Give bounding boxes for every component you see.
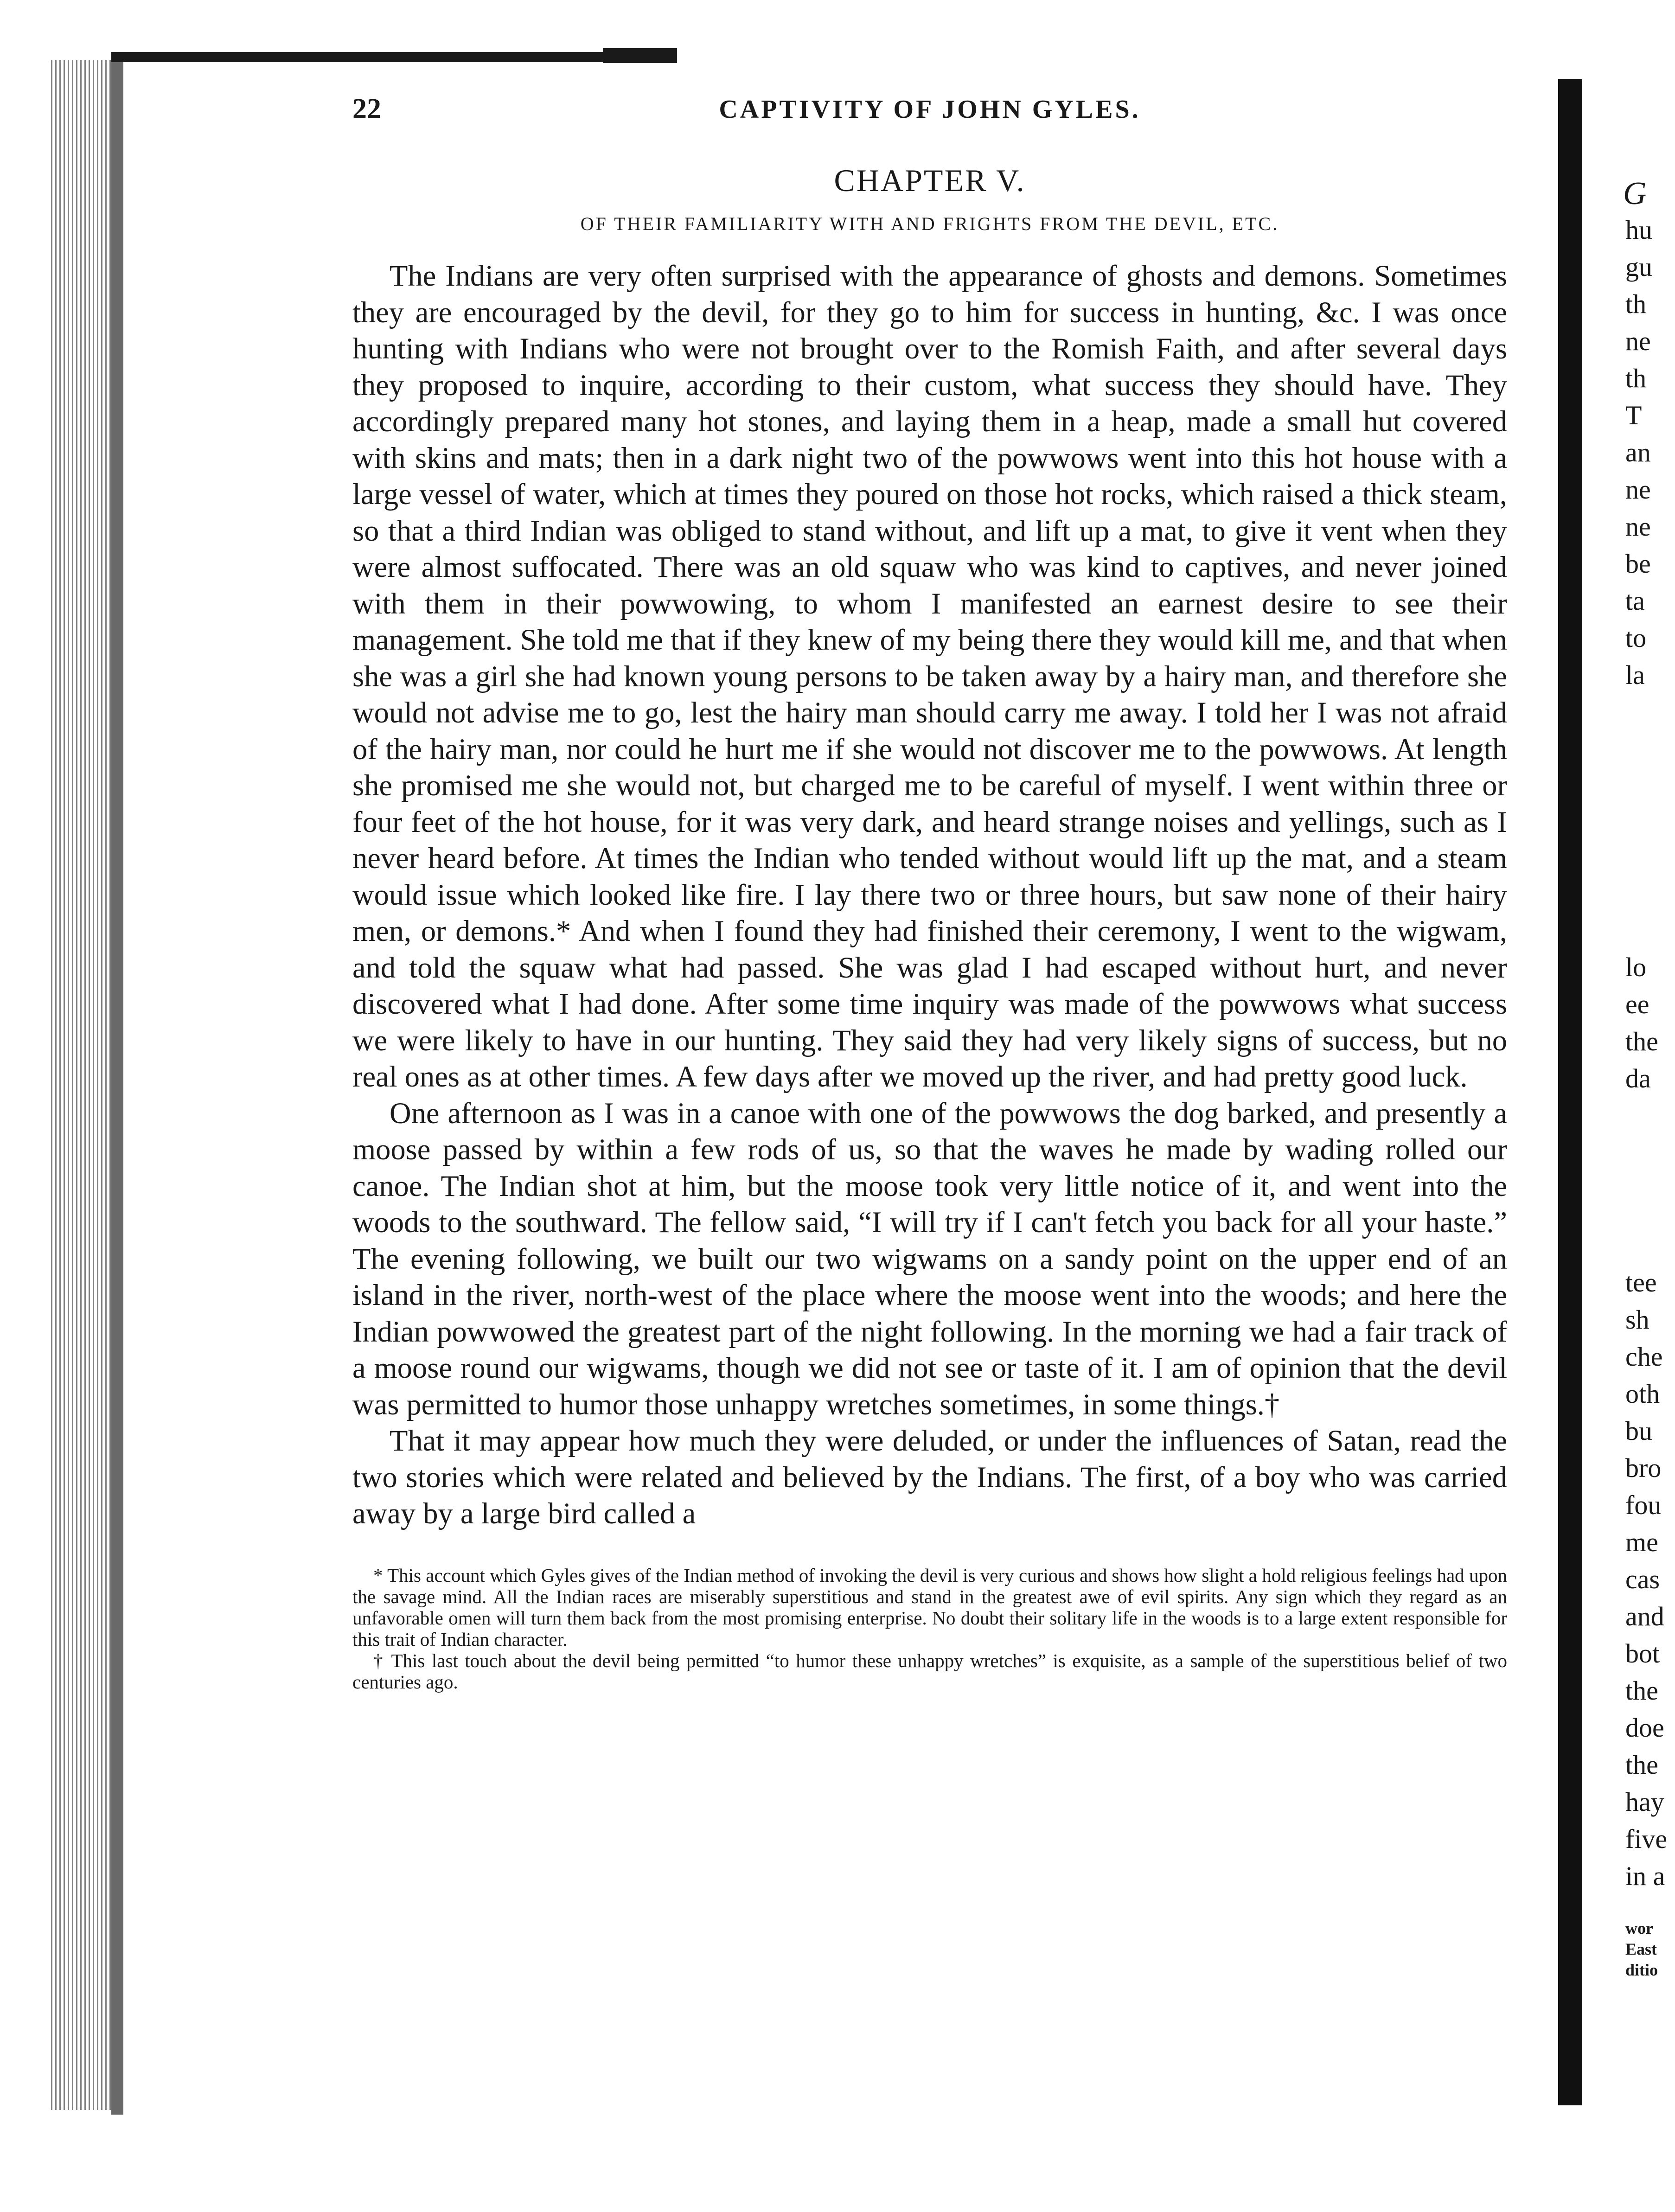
facing-page-fragment: doe xyxy=(1625,1713,1664,1743)
facing-page-fragment: ne xyxy=(1625,474,1651,505)
facing-page-fragment: five xyxy=(1625,1824,1668,1854)
facing-page-fragment: to xyxy=(1625,623,1647,653)
scan-binding-edge xyxy=(51,60,111,2110)
facing-page-fragment: ee xyxy=(1625,989,1649,1019)
facing-page-fragment: and xyxy=(1625,1601,1664,1631)
facing-page-fragment: che xyxy=(1625,1342,1663,1372)
facing-page-fragment: ta xyxy=(1625,586,1645,616)
facing-page-fragments xyxy=(1591,79,1675,2105)
book-page xyxy=(352,88,1507,1693)
body-paragraph: One afternoon as I was in a canoe with one of the powwows the dog barked, and presently a moose passed by within a few rods of us, so that the waves he made by wading rolled our canoe. The Indian shot at him, but the moose took very little notice of it, and went into the woods to the southward. The fellow said, “I will try if I can't fetch you back for all your haste.” The evening following, we built our two wigwams on a sandy point on the upper end of an island in the river, north-west of the place where the moose went into the woods; and here the Indian powwowed the greatest part of the night following. In the morning we had a fair track of a moose round our wigwams, though we did not see or taste of it. I am of opinion that the devil was permitted to humor those unhappy wretches sometimes, in some things.† xyxy=(352,1096,1507,1421)
facing-page-fragment: tee xyxy=(1625,1267,1657,1298)
footnote: * This account which Gyles gives of the Indian method of invoking the devil is very curious and shows how slight a hold religious feelings had upon the savage mind. All the Indian races are miserably superstitious and stand in the greatest awe of evil spirits. Any sign which they regard as an unfavorable omen will turn them back from the most promising enterprise. No doubt their solitary life in the woods is to a large extent responsible for this trait of Indian character. xyxy=(352,1564,1507,1650)
body-paragraph: That it may appear how much they were deluded, or under the influences of Satan, read the two stories which were related and believed by the Indians. The first, of a boy who was carried away by a large bird called a xyxy=(352,1424,1507,1530)
facing-page-fragment: the xyxy=(1625,1750,1658,1780)
facing-page-fragment: ditio xyxy=(1625,1961,1658,1979)
facing-page-fragment: hu xyxy=(1625,215,1652,245)
footnote: † This last touch about the devil being permitted “to humor these unhappy wretches” is exquisite, as a sample of the superstitious belief of two centuries ago. xyxy=(352,1649,1507,1693)
facing-page-fragment: ne xyxy=(1625,326,1651,356)
scan-top-rule-end xyxy=(603,48,677,63)
facing-page-fragment: hay xyxy=(1625,1787,1664,1817)
footnotes xyxy=(352,1565,1507,1693)
facing-page-fragment: sh xyxy=(1625,1304,1649,1335)
scan-gutter-bar xyxy=(1558,79,1582,2105)
facing-page-fragment: th xyxy=(1625,363,1647,393)
facing-page-fragment: ne xyxy=(1625,511,1651,542)
facing-page-fragment: bot xyxy=(1625,1638,1660,1669)
page-number: 22 xyxy=(352,93,381,125)
running-title: CAPTIVITY OF JOHN GYLES. xyxy=(719,95,1141,124)
running-head xyxy=(352,88,1507,139)
facing-page-fragment: East xyxy=(1625,1940,1657,1958)
facing-page-fragment: gu xyxy=(1625,252,1652,282)
facing-page-fragment: da xyxy=(1625,1063,1651,1093)
facing-page-fragment: the xyxy=(1625,1675,1658,1706)
facing-page-fragment: G xyxy=(1623,176,1647,211)
facing-page-fragment: be xyxy=(1625,549,1651,579)
facing-page-fragment: bu xyxy=(1625,1416,1652,1446)
facing-page-fragment: fou xyxy=(1625,1490,1662,1520)
facing-page-fragment: T xyxy=(1625,400,1642,430)
chapter-body xyxy=(352,258,1507,1532)
facing-page-fragment: me xyxy=(1625,1527,1658,1557)
facing-page-fragment: cas xyxy=(1625,1564,1660,1594)
facing-page-fragment: lo xyxy=(1625,952,1647,982)
facing-page-fragment: an xyxy=(1625,437,1651,467)
body-paragraph: The Indians are very often surprised with the appearance of ghosts and demons. Sometimes they are encouraged by the devil, for they go to him for success in hunting, &c. I was once hunting with Indians who were not brought over to the Romish Faith, and after several days they proposed to inquire, according to their custom, what success they should have. They accordingly prepared many hot stones, and laying them in a heap, made a small hut covered with skins and mats; then in a dark night two of the powwows went into this hot house with a large vessel of water, which at times they poured on those hot rocks, which raised a thick steam, so that a third Indian was obliged to stand without, and lift up a mat, to give it vent when they were almost suffocated. There was an old squaw who was kind to captives, and never joined with them in their powwowing, to whom I manifested an earnest desire to see their management. She told me that if they knew of my being there they would kill me, and that when she was a girl she had known young persons to be taken away by a hairy man, and therefore she would not advise me to go, lest the hairy man should carry me away. I told her I was not afraid of the hairy man, nor could he hurt me if she would not discover me to the powwows. At length she promised me she would not, but charged me to be careful of myself. I went within three or four feet of the hot house, for it was very dark, and heard strange noises and yellings, such as I never heard before. At times the Indian who tended without would lift up the mat, and a steam would issue which looked like fire. I lay there two or three hours, but saw none of their hairy men, or demons.* And when I found they had finished their ceremony, I went to the wigwam, and told the squaw what had passed. She was glad I had escaped without hurt, and never discovered what I had done. After some time inquiry was made of the powwows what success we were likely to have in our hunting. They said they had very likely signs of success, but no real ones as at other times. A few days after we moved up the river, and had pretty good luck. xyxy=(352,259,1507,1093)
facing-page-fragment: the xyxy=(1625,1026,1658,1056)
chapter-title: CHAPTER V. xyxy=(834,163,1026,198)
facing-page-fragment: wor xyxy=(1625,1919,1653,1937)
facing-page-fragment: bro xyxy=(1625,1453,1662,1483)
facing-page-fragment: th xyxy=(1625,289,1647,319)
scan-top-rule xyxy=(111,52,626,62)
facing-page-fragment: la xyxy=(1625,660,1645,690)
chapter-subtitle: OF THEIR FAMILIARITY WITH AND FRIGHTS FROM THE DEVIL, ETC. xyxy=(580,213,1279,234)
scan-binding-shadow xyxy=(111,56,123,2115)
facing-page-fragment: in a xyxy=(1625,1861,1665,1891)
facing-page-fragment: oth xyxy=(1625,1379,1660,1409)
